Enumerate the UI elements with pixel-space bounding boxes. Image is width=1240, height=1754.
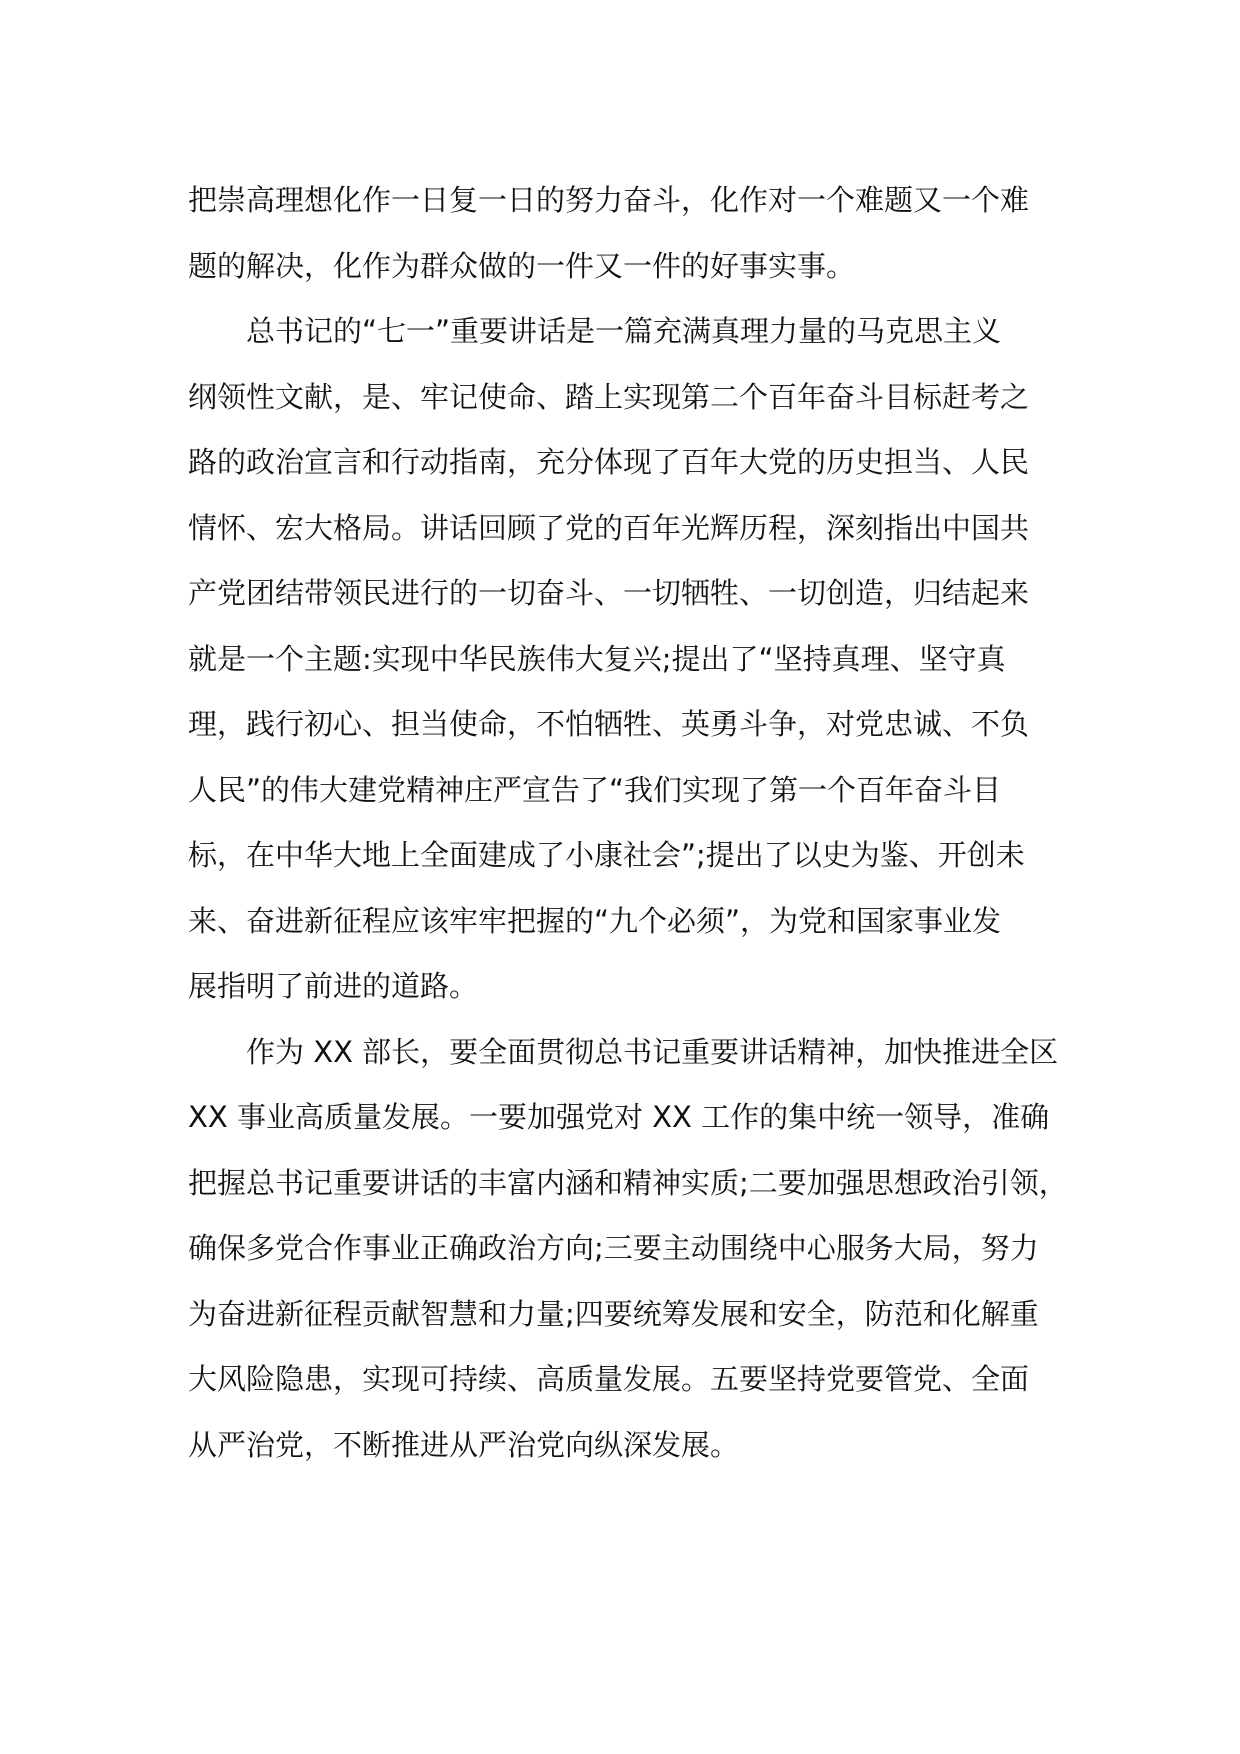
text-line: 为奋进新征程贡献智慧和力量;四要统筹发展和安全，防范和化解重 — [188, 1296, 1039, 1331]
text-line: 把崇高理想化作一日复一日的努力奋斗，化作对一个难题又一个难 — [188, 183, 1030, 217]
text-line: 产党团结带领民进行的一切奋斗、一切牺牲、一切创造，归结起来 — [188, 576, 1030, 610]
text-line: 从严治党，不断推进从严治党向纵深发展。 — [188, 1427, 740, 1462]
document-body — [188, 168, 1068, 1478]
text-line: 大风险隐患，实现可持续、高质量发展。五要坚持党要管党、全面 — [188, 1362, 1030, 1396]
text-line: 确保多党合作事业正确政治方向;三要主动围绕中心服务大局，努力 — [188, 1231, 1039, 1265]
text-line: 路的政治宣言和行动指南，充分体现了百年大党的历史担当、人民 — [188, 445, 1030, 479]
text-line: 总书记的“七一”重要讲话是一篇充满真理力量的马克思主义 — [188, 314, 1002, 348]
paragraph-1 — [188, 168, 1068, 299]
text-line: 理，践行初心、担当使命，不怕牺牲、英勇斗争，对党忠诚、不负 — [188, 707, 1030, 741]
text-line: 人民”的伟大建党精神庄严宣告了“我们实现了第一个百年奋斗目 — [188, 772, 1002, 807]
text-line: 题的解决，化作为群众做的一件又一件的好事实事。 — [188, 248, 856, 283]
text-line: 展指明了前进的道路。 — [188, 969, 479, 1003]
text-line: 就是一个主题:实现中华民族伟大复兴;提出了“坚持真理、坚守真 — [188, 641, 1006, 676]
paragraph-3 — [188, 1020, 1068, 1479]
paragraph-2 — [188, 299, 1068, 1020]
text-line: 情怀、宏大格局。讲话回顾了党的百年光辉历程，深刻指出中国共 — [188, 510, 1030, 545]
text-line: 把握总书记重要讲话的丰富内涵和精神实质;二要加强思想政治引领， — [188, 1165, 1068, 1200]
text-line: 作为 XX 部长，要全面贯彻总书记重要讲话精神，加快推进全区 — [188, 1034, 1059, 1069]
text-line: 纲领性文献，是、牢记使命、踏上实现第二个百年奋斗目标赶考之 — [188, 379, 1030, 414]
text-line: 来、奋进新征程应该牢牢把握的“九个必须”，为党和国家事业发 — [188, 903, 1002, 938]
text-line: XX 事业高质量发展。一要加强党对 XX 工作的集中统一领导，准确 — [188, 1100, 1050, 1134]
text-line: 标，在中华大地上全面建成了小康社会”;提出了以史为鉴、开创未 — [188, 838, 1025, 872]
